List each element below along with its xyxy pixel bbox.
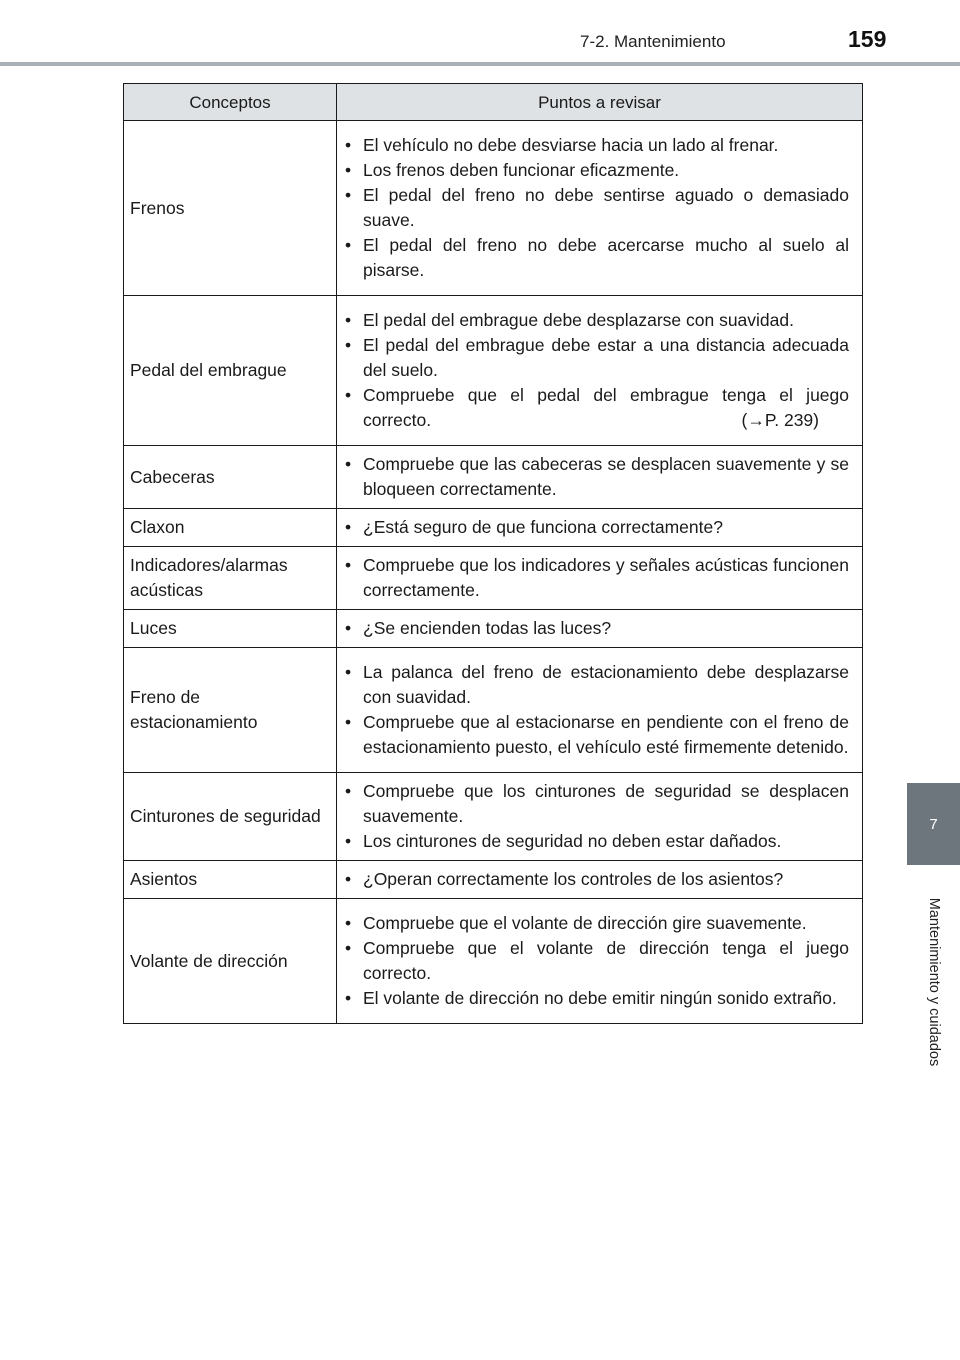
table-row [124,509,863,547]
bullet-icon: • [345,555,352,575]
concept-cell: Frenos [124,121,337,296]
checklist-item-text: La palanca del freno de estacionamiento debe desplazarse con suavidad. [363,662,849,707]
checklist-item-text: Compruebe que las cabeceras se desplacen suavemente y se bloqueen correctamente. [363,454,849,499]
checklist-item-text: Compruebe que el volante de dirección gire suavemente. [363,913,807,933]
bullet-icon: • [345,454,352,474]
table-body [124,121,863,1024]
checklist-item [345,133,849,158]
checklist-item-text: Compruebe que el volante de dirección tenga el juego correcto. [363,938,849,983]
table-row [124,296,863,446]
bullet-icon: • [345,662,352,682]
checklist-item-text: Compruebe que los cinturones de seguridad se desplacen suavemente. [363,781,849,826]
concept-cell: Claxon [124,509,337,547]
points-cell [337,547,863,610]
checklist-item-text: ¿Se encienden todas las luces? [363,618,612,638]
checklist [345,867,849,892]
points-cell [337,861,863,899]
concept-cell: Pedal del embrague [124,296,337,446]
bullet-icon: • [345,618,352,638]
checklist-item [345,867,849,892]
table-row [124,648,863,773]
checklist-item-text: Compruebe que el pedal del embrague tenga el juego correcto. [363,385,849,430]
bullet-icon: • [345,781,352,801]
bullet-icon: • [345,235,352,255]
chapter-label: Mantenimiento y cuidados [926,897,942,1067]
checklist-item [345,911,849,936]
checklist [345,911,849,1011]
checklist-item-text: El volante de dirección no debe emitir ningún sonido extraño. [363,988,837,1008]
concept-cell: Freno de estacionamiento [124,648,337,773]
checklist-item-text: Compruebe que al estacionarse en pendiente con el freno de estacionamiento puesto, el vehículo esté firmemente detenido. [363,712,849,757]
column-header-points: Puntos a revisar [337,84,863,121]
header-divider [0,62,960,66]
checklist-item [345,383,849,433]
points-cell [337,610,863,648]
checklist-item [345,452,849,502]
points-cell [337,899,863,1024]
bullet-icon: • [345,913,352,933]
points-cell [337,121,863,296]
bullet-icon: • [345,185,352,205]
checklist [345,133,849,283]
checklist-item-text: El pedal del freno no debe acercarse mucho al suelo al pisarse. [363,235,849,280]
points-cell [337,296,863,446]
bullet-icon: • [345,938,352,958]
bullet-icon: • [345,988,352,1008]
table-row [124,610,863,648]
checklist-item [345,986,849,1011]
bullet-icon: • [345,160,352,180]
checklist-item [345,710,849,760]
checklist-item-text: El pedal del embrague debe estar a una distancia adecuada del suelo. [363,335,849,380]
checklist-item [345,553,849,603]
table-row [124,547,863,610]
bullet-icon: • [345,831,352,851]
checklist-item-text: El pedal del embrague debe desplazarse con suavidad. [363,310,794,330]
table-row [124,121,863,296]
checklist-item-text: ¿Está seguro de que funciona correctamente? [363,517,723,537]
page-reference-link[interactable]: (→P. 239) [741,410,819,430]
checklist-item-text: Compruebe que los indicadores y señales acústicas funcionen correctamente. [363,555,849,600]
table-row [124,861,863,899]
concept-cell: Cabeceras [124,446,337,509]
concept-cell: Volante de dirección [124,899,337,1024]
checklist-item [345,779,849,829]
points-cell [337,509,863,547]
checklist [345,660,849,760]
checklist-item-text: ¿Operan correctamente los controles de los asientos? [363,869,784,889]
checklist-item-text: El vehículo no debe desviarse hacia un lado al frenar. [363,135,779,155]
checklist-item [345,660,849,710]
checklist-item [345,233,849,283]
table-row [124,899,863,1024]
checklist [345,779,849,854]
points-cell [337,648,863,773]
concept-cell: Indicadores/alarmas acústicas [124,547,337,610]
table-row [124,446,863,509]
bullet-icon: • [345,869,352,889]
column-header-concepts: Conceptos [124,84,337,121]
concept-cell: Asientos [124,861,337,899]
concept-cell: Luces [124,610,337,648]
bullet-icon: • [345,385,352,405]
checklist-item-text: Los frenos deben funcionar eficazmente. [363,160,680,180]
checklist [345,515,849,540]
section-title: 7-2. Mantenimiento [580,32,726,51]
checklist-item [345,158,849,183]
checklist-item-text: El pedal del freno no debe sentirse aguado o demasiado suave. [363,185,849,230]
points-cell [337,446,863,509]
checklist-item [345,936,849,986]
checklist-item [345,333,849,383]
bullet-icon: • [345,712,352,732]
bullet-icon: • [345,135,352,155]
checklist [345,616,849,641]
checklist [345,452,849,502]
maintenance-table [123,83,863,1024]
bullet-icon: • [345,335,352,355]
checklist-item [345,829,849,854]
bullet-icon: • [345,310,352,330]
chapter-tab[interactable]: 7 [907,783,960,865]
page-number: 159 [848,26,887,52]
table-header-row [124,84,863,121]
checklist-item [345,183,849,233]
table-row [124,773,863,861]
checklist-item [345,515,849,540]
checklist [345,308,849,433]
checklist-item [345,308,849,333]
checklist [345,553,849,603]
concept-cell: Cinturones de seguridad [124,773,337,861]
points-cell [337,773,863,861]
bullet-icon: • [345,517,352,537]
checklist-item [345,616,849,641]
checklist-item-text: Los cinturones de seguridad no deben estar dañados. [363,831,782,851]
